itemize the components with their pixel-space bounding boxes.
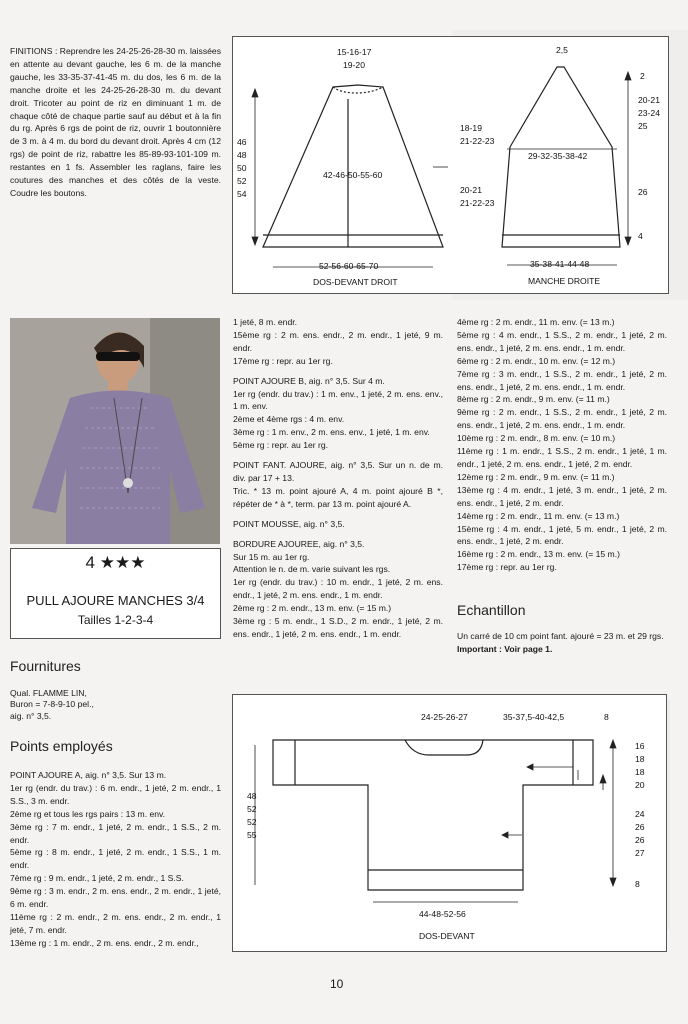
fournitures-heading: Fournitures	[10, 658, 81, 674]
col2-line	[233, 531, 443, 538]
col2-line: Tric. * 13 m. point ajouré A, 4 m. point ajouré B *, répéter de * à *, term. par 13 m. point ajouré A.	[233, 485, 443, 509]
col2-line	[233, 452, 443, 459]
diagram-dos-devant-droit	[232, 36, 466, 294]
col3-line: 7ème rg : 3 m. endr., 1 S.S., 2 m. endr., 1 jeté, 2 m. ens. endr., 1 jeté, 2 m. ens. endr., 1 m. endr.	[457, 368, 667, 392]
echantillon-important: Important : Voir page 1.	[457, 643, 553, 654]
md-bottom-right: 4	[638, 231, 643, 241]
points-line: 7ème rg : 9 m. endr., 1 jeté, 2 m. endr., 1 S.S.	[10, 873, 184, 884]
col2-line: POINT AJOURE B, aig. n° 3,5. Sur 4 m.	[233, 375, 385, 386]
col3-line: 17ème rg : repr. au 1er rg.	[457, 562, 557, 573]
rating: 4 ★★★	[85, 553, 146, 572]
page-number: 10	[330, 977, 344, 991]
pattern-title: PULL AJOURE MANCHES 3/4	[26, 593, 205, 608]
ddv-right2-0: 24	[635, 809, 645, 819]
col3-line: 16ème rg : 2 m. endr., 13 m. env. (= 15 m.)	[457, 549, 620, 560]
points-line: 9ème rg : 3 m. endr., 2 m. ens. endr., 2 m. endr., 1 jeté, 6 m. endr.	[10, 886, 221, 910]
col3-line: 10ème rg : 2 m. endr., 8 m. env. (= 10 m.)	[457, 433, 616, 444]
col2-line: POINT FANT. AJOURE, aig. n° 3,5. Sur un n. de m. div. par 17 + 13.	[233, 460, 443, 483]
md-right-0: 20-21	[638, 95, 660, 105]
col2-line: 5ème rg : repr. au 1er rg.	[233, 440, 329, 451]
md-left2-0: 20-21	[460, 185, 482, 195]
col2-line: 17ème rg : repr. au 1er rg.	[233, 355, 333, 366]
ddv-right1-1: 18	[635, 754, 645, 764]
col3-line: 13ème rg : 4 m. endr., 1 jeté, 3 m. endr., 1 jeté, 2 m. ens. endr., 1 jeté, 2 m. endr.	[457, 484, 667, 508]
points-heading: Points employés	[10, 738, 113, 754]
col2-line: BORDURE AJOUREE, aig. n° 3,5.	[233, 538, 365, 549]
col2-line: Sur 15 m. au 1er rg.	[233, 551, 310, 562]
ddv-left-3: 55	[247, 830, 257, 840]
dd-left-1: 48	[237, 150, 247, 160]
md-r-top: 2	[640, 71, 645, 81]
points-line: 1er rg (endr. du trav.) : 6 m. endr., 1 jeté, 2 m. endr., 1 S.S., 3 m. endr.	[10, 782, 221, 806]
ddv-bottom: 44-48-52-56	[419, 909, 466, 919]
ddv-top2: 35-37,5-40-42,5	[503, 712, 565, 722]
dd-left-2: 50	[237, 163, 247, 173]
fournitures-list	[10, 688, 221, 722]
sizes: Tailles 1-2-3-4	[77, 613, 154, 627]
points-line: 11ème rg : 2 m. endr., 2 m. ens. endr., 2 m. endr., 1 jeté, 7 m. endr.	[10, 911, 221, 935]
col2-line	[233, 368, 443, 375]
echantillon-text	[457, 630, 667, 656]
col2-line: 1er rg (endr. du trav.) : 10 m. endr., 1 jeté, 2 m. ens. endr., 1 jeté, 2 m. ens. endr., 1 m. endr.	[233, 577, 443, 601]
echantillon-line: Un carré de 10 cm point fant. ajouré = 23 m. et 29 rgs.	[457, 631, 664, 641]
col2-line: 15ème rg : 2 m. ens. endr., 2 m. endr., 1 jeté, 9 m. endr.	[233, 329, 443, 353]
points-list	[10, 769, 221, 950]
dd-mid: 42-46-50-55-60	[323, 170, 383, 180]
points-line: 5ème rg : 8 m. endr., 1 jeté, 2 m. endr., 1 S.S., 1 m. endr.	[10, 847, 221, 871]
product-title-box	[10, 548, 221, 639]
ddv-left-1: 52	[247, 804, 257, 814]
dd-left-3: 52	[237, 176, 247, 186]
col2-line: 1 jeté, 8 m. endr.	[233, 317, 298, 327]
col2-line: 3ème rg : 5 m. endr., 1 S.D., 2 m. endr., 1 jeté, 2 m. ens. endr., 1 jeté, 2 m. ens. endr., 1 m. endr.	[233, 616, 443, 639]
col2-line: 1er rg (endr. du trav.) : 1 m. env., 1 jeté, 2 m. ens. env., 1 m. env.	[233, 388, 443, 412]
md-right26: 26	[638, 187, 648, 197]
ddv-caption: DOS-DEVANT	[419, 931, 475, 941]
dd-left-4: 54	[237, 189, 247, 199]
finitions-paragraph	[10, 45, 221, 200]
col3-line: 12ème rg : 2 m. endr., 9 m. env. (= 11 m.)	[457, 471, 615, 482]
col2-line: 3ème rg : 1 m. env., 2 m. ens. env., 1 jeté, 1 m. env.	[233, 427, 430, 438]
col2-line: Attention le n. de m. varie suivant les rgs.	[233, 564, 391, 575]
md-right-2: 25	[638, 121, 648, 131]
fournitures-line: Buron = 7-8-9-10 pel.,	[10, 699, 94, 710]
col3-line: 6ème rg : 2 m. endr., 10 m. env. (= 12 m.)	[457, 355, 616, 366]
fournitures-line: Qual. FLAMME LIN,	[10, 688, 87, 698]
ddv-right1-3: 20	[635, 780, 645, 790]
points-line: 2ème rg et tous les rgs pairs : 13 m. env.	[10, 808, 166, 819]
diagram-manche-droite-svg	[452, 37, 668, 293]
col3-line: 8ème rg : 2 m. endr., 9 m. env. (= 11 m.)	[457, 394, 610, 405]
md-right-1: 23-24	[638, 108, 660, 118]
ddv-top1: 24-25-26-27	[421, 712, 468, 722]
md-top: 2,5	[556, 45, 568, 55]
column-2-text	[233, 316, 443, 641]
ddv-left-0: 48	[247, 791, 257, 801]
ddv-right2-1: 26	[635, 822, 645, 832]
finitions-text: FINITIONS : Reprendre les 24-25-26-28-30 m. laissées en attente au devant gauche, les 6 m. de la manche gauche, les 33-35-37-41-45 m. du dos, les 6 m. de la manche droite et les 24-25-26-28-30 m. du devant droit. Tricoter au point de riz en diminuant 1 m. de chaque côté de chaque partie sauf au début et à la fin du rg. Après 6 rgs de point de riz, ouvrir 1 boutonnière de 3 m. à 4 m. du bord du devant droit. Après 4 cm (12 rgs) de point de riz, rabattre les 85-89-93-101-109 m. restantes en 1 fs. Assembler les raglans, faire les coutures des manches et des côtés de la veste. Coudre les boutons.	[10, 46, 221, 198]
col2-line: 2ème et 4ème rgs : 4 m. env.	[233, 414, 345, 425]
md-mid: 29-32-35-38-42	[528, 151, 588, 161]
fournitures-line: aig. n° 3,5.	[10, 710, 52, 721]
md-left1-0: 18-19	[460, 123, 482, 133]
ddv-right2-3: 27	[635, 848, 645, 858]
dd-caption: DOS-DEVANT DROIT	[313, 277, 398, 287]
ddv-right1-2: 18	[635, 767, 645, 777]
md-left2-1: 21-22-23	[460, 198, 495, 208]
dd-top1: 15-16-17	[337, 47, 372, 57]
md-left1-1: 21-22-23	[460, 136, 495, 146]
col3-line: 4ème rg : 2 m. endr., 11 m. env. (= 13 m.)	[457, 317, 615, 327]
ddv-left-2: 52	[247, 817, 257, 827]
points-line: POINT AJOURE A, aig. n° 3,5. Sur 13 m.	[10, 770, 167, 780]
echantillon-heading: Echantillon	[457, 602, 526, 618]
points-line: 13ème rg : 1 m. endr., 2 m. ens. endr., 2 m. endr.,	[10, 937, 199, 948]
md-bottom: 35-38-41-44-48	[530, 259, 590, 269]
md-caption: MANCHE DROITE	[528, 276, 601, 286]
col2-line	[233, 511, 443, 518]
col3-line: 15ème rg : 4 m. endr., 1 jeté, 5 m. endr., 1 jeté, 2 m. ens. endr., 1 jeté, 2 m. endr.	[457, 523, 667, 547]
column-3-text	[457, 316, 667, 574]
ddv-right3: 8	[635, 879, 640, 889]
col3-line: 9ème rg : 2 m. endr., 1 S.S., 2 m. endr., 1 jeté, 2 m. ens. endr., 1 jeté, 2 m. ens. endr., 1 m. endr.	[457, 407, 667, 431]
diagram-dos-devant-droit-svg	[233, 37, 465, 293]
diagram-dos-devant	[232, 694, 667, 952]
ddv-top3: 8	[604, 712, 609, 722]
product-photo	[10, 318, 220, 544]
diagram-manche-droite	[452, 36, 669, 294]
col3-line: 5ème rg : 4 m. endr., 1 S.S., 2 m. endr., 1 jeté, 2 m. ens. endr., 1 jeté, 2 m. ens. endr., 1 m. endr.	[457, 329, 667, 353]
col2-line: 2ème rg : 2 m. endr., 13 m. env. (= 15 m.)	[233, 603, 392, 614]
points-line: 3ème rg : 7 m. endr., 1 jeté, 2 m. endr., 1 S.S., 2 m. endr.	[10, 821, 221, 845]
ddv-right2-2: 26	[635, 835, 645, 845]
dd-left-0: 46	[237, 137, 247, 147]
col3-line: 14ème rg : 2 m. endr., 11 m. env. (= 13 m.)	[457, 510, 620, 521]
ddv-right1-0: 16	[635, 741, 645, 751]
col2-line: POINT MOUSSE, aig. n° 3,5.	[233, 518, 345, 529]
dd-bottom: 52-56-60-65-70	[319, 261, 379, 271]
col3-line: 11ème rg : 1 m. endr., 1 S.S., 2 m. endr., 1 jeté, 1 m. endr., 1 jeté, 2 m. ens. endr., 1 jeté, 2 m. endr.	[457, 446, 667, 469]
dd-top2: 19-20	[343, 60, 365, 70]
model-illustration	[10, 318, 220, 544]
